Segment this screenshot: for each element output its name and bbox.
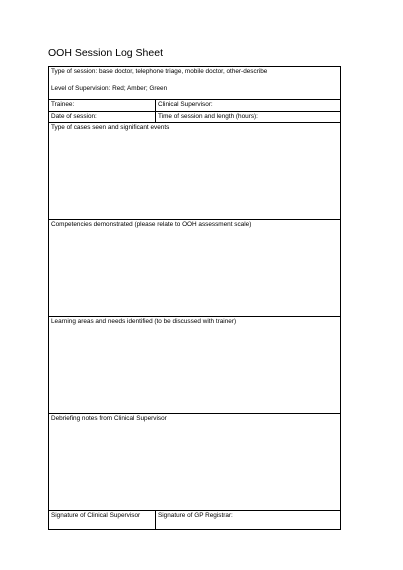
trainee-field[interactable] <box>49 100 156 112</box>
clinical-supervisor-field[interactable] <box>156 100 341 112</box>
competencies-row <box>49 220 341 317</box>
type-of-cases-label: Type of cases seen and significant events <box>51 124 170 131</box>
signature-row <box>49 511 341 530</box>
competencies-field[interactable] <box>49 220 341 317</box>
trainee-label: Trainee: <box>51 101 75 108</box>
debriefing-field[interactable] <box>49 414 341 511</box>
competencies-label: Competencies demonstrated (please relate to OOH assessment scale) <box>51 221 252 228</box>
trainee-row <box>49 100 341 112</box>
signature-registrar-label: Signature of GP Registrar: <box>158 512 233 519</box>
debriefing-notes-label: Debriefing notes from Clinical Supervisor <box>51 415 167 422</box>
time-of-session-field[interactable] <box>156 111 341 123</box>
clinical-supervisor-label: Clinical Supervisor: <box>158 101 213 108</box>
date-of-session-label: Date of session: <box>51 112 97 120</box>
cases-field[interactable] <box>49 123 341 220</box>
session-type-row <box>49 67 341 100</box>
date-of-session-field[interactable] <box>49 111 156 123</box>
signature-supervisor-label: Signature of Clinical Supervisor <box>51 512 141 519</box>
learning-areas-label: Learning areas and needs identified (to be discussed with trainer) <box>51 318 237 325</box>
signature-registrar-field[interactable] <box>156 511 341 530</box>
learning-areas-row <box>49 317 341 414</box>
session-type-cell[interactable] <box>49 67 341 100</box>
type-of-session-label: Type of session: base doctor, telephone triage, mobile doctor, other-describe <box>51 68 268 75</box>
time-of-session-label: Time of session and length (hours): <box>158 112 258 120</box>
learning-areas-field[interactable] <box>49 317 341 414</box>
level-of-supervision-label: Level of Supervision: Red; Amber; Green <box>51 85 168 93</box>
signature-supervisor-field[interactable] <box>49 511 156 530</box>
cases-row <box>49 123 341 220</box>
page-title: OOH Session Log Sheet <box>48 47 163 59</box>
session-log-table <box>48 66 341 530</box>
debriefing-row <box>49 414 341 511</box>
date-row <box>49 111 341 123</box>
